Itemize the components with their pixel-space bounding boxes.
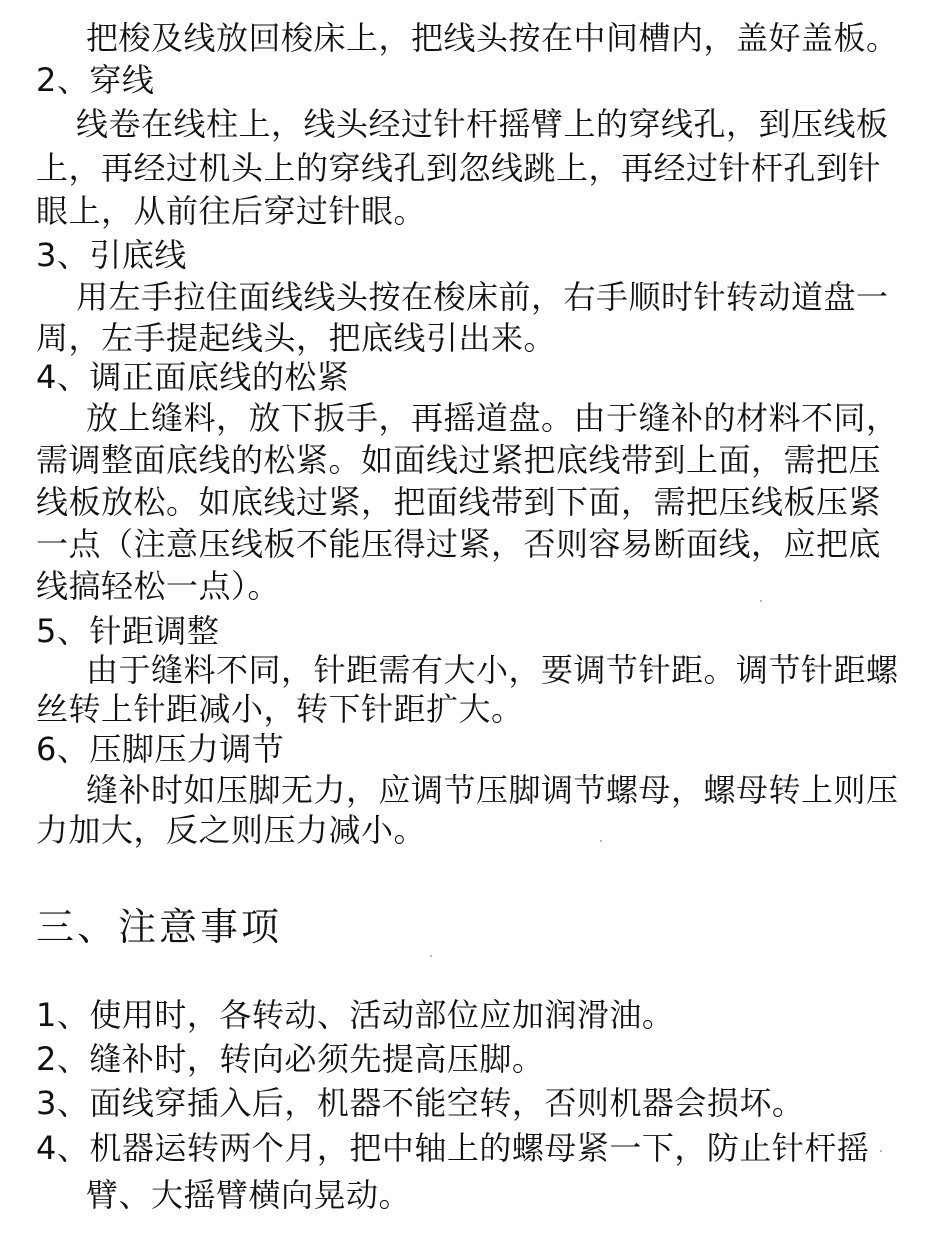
precaution-item: 4、机器运转两个月，把中轴上的螺母紧一下，防止针杆摇 — [36, 1129, 870, 1167]
step-body-line: 一点（注意压线板不能压得过紧，否则容易断面线，应把底 — [36, 525, 882, 563]
step-body-line: 丝转上针距减小，转下针距扩大。 — [36, 690, 524, 728]
step-body-line: 放上缝料，放下扳手，再摇道盘。由于缝补的材料不同， — [86, 399, 899, 437]
scan-speck — [600, 840, 602, 842]
scan-speck — [880, 1150, 882, 1152]
step-body-line: 线搞轻松一点）。 — [36, 567, 281, 605]
step-title-threading: 2、穿线 — [36, 61, 155, 99]
step-body-line: 缝补时如压脚无力，应调节压脚调节螺母，螺母转上则压 — [86, 771, 899, 809]
step-title-tension: 4、调正面底线的松紧 — [36, 358, 350, 396]
step-title-presser-foot: 6、压脚压力调节 — [36, 730, 285, 768]
step-body-line: 上，再经过机头上的穿线孔到忽线跳上，再经过针杆孔到针 — [36, 149, 882, 187]
precaution-item: 2、缝补时，转向必须先提高压脚。 — [36, 1040, 545, 1078]
step-body-line: 眼上，从前往后穿过针眼。 — [36, 192, 427, 230]
step-title-bobbin-thread: 3、引底线 — [36, 236, 187, 274]
precaution-item: 3、面线穿插入后，机器不能空转，否则机器会损坏。 — [36, 1084, 805, 1122]
step-body-line: 用左手拉住面线线头按在梭床前，右手顺时针转动道盘一 — [76, 278, 889, 316]
step-body-line: 由于缝料不同，针距需有大小，要调节针距。调节针距螺 — [86, 651, 899, 689]
precaution-item-continuation: 臂、大摇臂横向晃动。 — [86, 1176, 412, 1214]
step-title-stitch-length: 5、针距调整 — [36, 612, 220, 650]
step-body-line: 力加大，反之则压力减小。 — [36, 811, 427, 849]
step-body-line: 线板放松。如底线过紧，把面线带到下面，需把压线板压紧 — [36, 483, 882, 521]
precaution-item: 1、使用时，各转动、活动部位应加润滑油。 — [36, 996, 675, 1034]
step-body-line: 线卷在线柱上，线头经过针杆摇臂上的穿线孔，到压线板 — [76, 105, 889, 143]
intro-line: 把梭及线放回梭床上，把线头按在中间槽内，盖好盖板。 — [86, 19, 899, 57]
section-heading-precautions: 三、注意事项 — [36, 905, 283, 949]
scan-speck — [760, 600, 762, 602]
step-body-line: 周，左手提起线头，把底线引出来。 — [36, 319, 557, 357]
scan-speck — [430, 955, 432, 957]
step-body-line: 需调整面底线的松紧。如面线过紧把底线带到上面，需把压 — [36, 441, 882, 479]
